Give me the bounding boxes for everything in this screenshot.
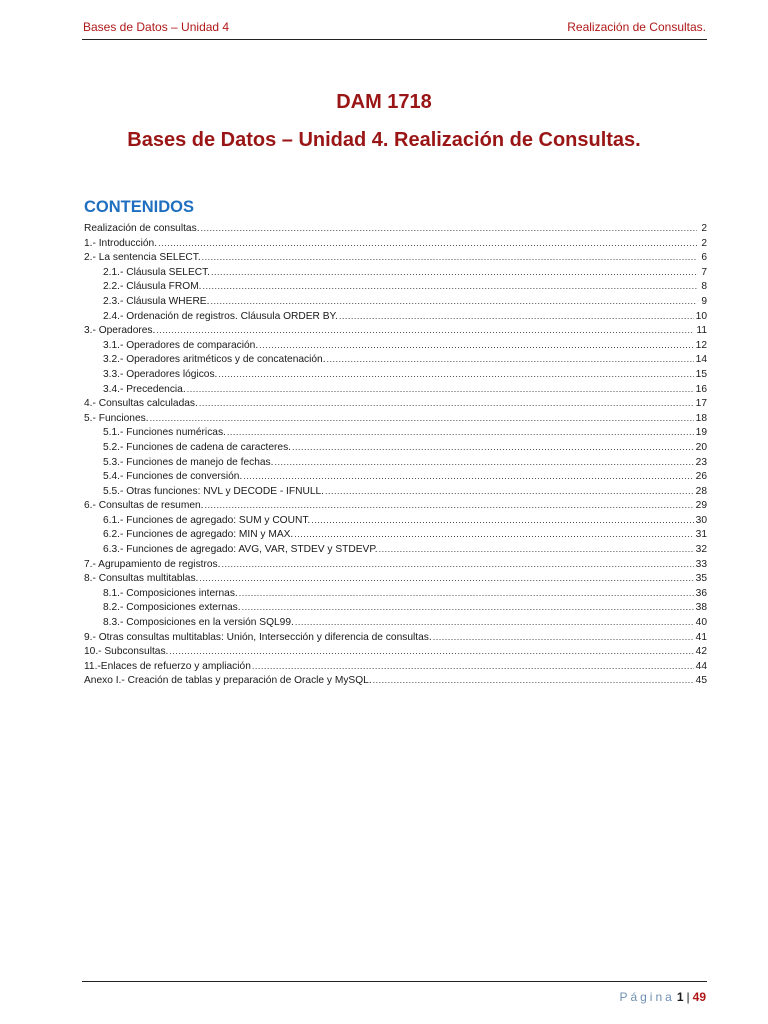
toc-entry[interactable]: [84, 352, 707, 367]
toc-entry-title: 11.-Enlaces de refuerzo y ampliación: [84, 660, 251, 672]
toc-entry-page: 23: [695, 456, 707, 468]
toc-dot-leader: [242, 600, 694, 615]
page-number: [619, 990, 706, 1004]
toc-entry-title: 5.5.- Otras funciones: NVL y DECODE - IFNULL.: [103, 485, 324, 497]
total-pages: 49: [692, 990, 706, 1004]
toc-entry[interactable]: [84, 382, 707, 397]
toc-entry[interactable]: [84, 250, 707, 265]
toc-entry[interactable]: [84, 411, 707, 426]
toc-entry-page: 9: [701, 295, 707, 307]
toc-entry[interactable]: [84, 279, 707, 294]
toc-dot-leader: [433, 630, 694, 645]
toc-dot-leader: [211, 265, 697, 280]
toc-entry-page: 14: [695, 354, 707, 366]
toc-entry[interactable]: [84, 557, 707, 572]
toc-entry-page: 7: [701, 266, 707, 278]
toc-entry-title: 2.2.- Cláusula FROM.: [103, 281, 202, 293]
toc-entry-title: 5.1.- Funciones numéricas.: [103, 427, 226, 439]
toc-dot-leader: [221, 557, 693, 572]
toc-dot-leader: [373, 673, 694, 688]
toc-dot-leader: [295, 615, 694, 630]
toc-entry-page: 36: [695, 587, 707, 599]
current-page-number: 1: [676, 990, 684, 1004]
page-word: Página: [619, 990, 675, 1004]
table-of-contents: [84, 221, 707, 688]
toc-entry-page: 2: [701, 223, 707, 234]
toc-entry[interactable]: [84, 338, 707, 353]
toc-entry-title: 8.- Consultas multitablas.: [84, 573, 199, 585]
toc-dot-leader: [243, 469, 693, 484]
toc-entry-page: 11: [696, 325, 707, 337]
toc-entry-page: 16: [695, 383, 707, 395]
toc-dot-leader: [158, 236, 697, 251]
toc-entry-title: 5.- Funciones.: [84, 412, 149, 424]
toc-entry-title: 5.4.- Funciones de conversión.: [103, 471, 243, 483]
toc-entry-page: 19: [695, 427, 707, 439]
toc-heading: CONTENIDOS: [84, 198, 195, 216]
toc-entry[interactable]: [84, 586, 707, 601]
toc-dot-leader: [199, 396, 694, 411]
toc-entry-title: 2.- La sentencia SELECT.: [84, 252, 201, 264]
title-block: [0, 88, 768, 154]
toc-entry-title: 4.- Consultas calculadas.: [84, 398, 198, 410]
page-footer: [82, 981, 707, 1004]
toc-dot-leader: [218, 367, 693, 382]
document-title: DAM 1718: [336, 91, 432, 113]
toc-dot-leader: [259, 338, 693, 353]
header-left-text: Bases de Datos – Unidad 4: [83, 20, 230, 34]
toc-entry[interactable]: [84, 659, 707, 674]
toc-entry-title: 3.2.- Operadores aritméticos y de concatenación.: [103, 354, 326, 366]
toc-dot-leader: [156, 323, 694, 338]
toc-entry-title: 8.2.- Composiciones externas.: [103, 602, 241, 614]
toc-dot-leader: [150, 411, 694, 426]
toc-dot-leader: [199, 571, 693, 586]
toc-entry[interactable]: [84, 425, 707, 440]
toc-dot-leader: [203, 279, 697, 294]
toc-dot-leader: [311, 513, 693, 528]
toc-entry[interactable]: [84, 309, 707, 324]
toc-entry-title: 6.- Consultas de resumen.: [84, 500, 204, 512]
toc-entry-title: 2.4.- Ordenación de registros. Cláusula ORDER BY.: [103, 310, 338, 322]
toc-dot-leader: [201, 221, 697, 236]
toc-entry-title: Anexo I.- Creación de tablas y preparación de Oracle y MySQL.: [84, 675, 372, 687]
toc-dot-leader: [252, 659, 694, 674]
toc-entry[interactable]: [84, 236, 707, 251]
toc-dot-leader: [187, 382, 694, 397]
toc-entry-page: 10: [695, 310, 707, 322]
toc-dot-leader: [227, 425, 694, 440]
toc-entry[interactable]: [84, 498, 707, 513]
toc-entry-page: 17: [695, 398, 707, 410]
toc-entry-title: 2.1.- Cláusula SELECT.: [103, 266, 211, 278]
header-right-text: Realización de Consultas.: [567, 20, 706, 34]
toc-entry-page: 44: [695, 660, 707, 672]
toc-entry-title: 9.- Otras consultas multitablas: Unión, Intersección y diferencia de consultas.: [84, 631, 432, 643]
toc-entry-title: 6.1.- Funciones de agregado: SUM y COUNT.: [103, 514, 311, 526]
toc-entry-title: 7.- Agrupamiento de registros.: [84, 558, 221, 570]
document-subtitle: Bases de Datos – Unidad 4. Realización de Consultas.: [127, 129, 641, 151]
toc-entry-title: 3.- Operadores.: [84, 325, 156, 337]
toc-entry-page: 2: [701, 237, 707, 249]
toc-entry-page: 18: [695, 412, 707, 424]
toc-dot-leader: [292, 440, 694, 455]
toc-dot-leader: [339, 309, 694, 324]
toc-entry-title: 5.2.- Funciones de cadena de caracteres.: [103, 441, 292, 453]
toc-entry-title: 6.3.- Funciones de agregado: AVG, VAR, STDEV y STDEVP.: [103, 544, 378, 556]
toc-entry-page: 20: [695, 441, 707, 453]
toc-entry-page: 12: [695, 339, 707, 351]
toc-entry[interactable]: [84, 615, 707, 630]
toc-entry[interactable]: [84, 630, 707, 645]
toc-entry[interactable]: [84, 513, 707, 528]
toc-entry-page: 30: [695, 514, 707, 526]
toc-entry[interactable]: [84, 673, 707, 688]
page-header: [82, 19, 707, 40]
toc-entry-page: 6: [701, 252, 707, 264]
toc-dot-leader: [239, 586, 694, 601]
toc-dot-leader: [210, 294, 697, 309]
page-separator: |: [686, 990, 690, 1004]
toc-entry[interactable]: [84, 221, 707, 236]
toc-dot-leader: [204, 498, 693, 513]
toc-dot-leader: [169, 644, 693, 659]
toc-entry-title: 5.3.- Funciones de manejo de fechas.: [103, 456, 274, 468]
toc-entry-title: 10.- Subconsultas.: [84, 646, 169, 658]
toc-dot-leader: [327, 352, 694, 367]
toc-entry[interactable]: [84, 484, 707, 499]
toc-entry-page: 8: [701, 281, 707, 293]
toc-entry-page: 33: [695, 558, 707, 570]
toc-entry-page: 31: [695, 529, 707, 541]
toc-entry-page: 35: [695, 573, 707, 585]
toc-entry-page: 42: [695, 646, 707, 658]
toc-entry[interactable]: [84, 265, 707, 280]
toc-entry-page: 40: [695, 617, 707, 629]
toc-dot-leader: [379, 542, 694, 557]
toc-entry[interactable]: [84, 600, 707, 615]
toc-entry-title: 1.- Introducción.: [84, 237, 158, 249]
toc-entry[interactable]: [84, 644, 707, 659]
toc-entry[interactable]: [84, 527, 707, 542]
toc-dot-leader: [294, 527, 693, 542]
toc-dot-leader: [325, 484, 694, 499]
toc-dot-leader: [202, 250, 697, 265]
toc-entry[interactable]: [84, 294, 707, 309]
toc-entry-title: 3.3.- Operadores lógicos.: [103, 368, 218, 380]
toc-entry-page: 45: [695, 675, 707, 687]
toc-entry-page: 38: [695, 602, 707, 614]
toc-entry-title: 8.3.- Composiciones en la versión SQL99.: [103, 617, 294, 629]
toc-entry[interactable]: [84, 396, 707, 411]
toc-entry-page: 15: [695, 368, 707, 380]
toc-entry-title: 2.3.- Cláusula WHERE.: [103, 295, 210, 307]
toc-entry[interactable]: [84, 455, 707, 470]
toc-entry[interactable]: [84, 542, 707, 557]
toc-entry-title: Realización de consultas.: [84, 223, 200, 234]
toc-entry-title: 8.1.- Composiciones internas.: [103, 587, 238, 599]
toc-entry-title: 6.2.- Funciones de agregado: MIN y MAX.: [103, 529, 294, 541]
toc-dot-leader: [274, 455, 693, 470]
toc-entry-page: 29: [695, 500, 707, 512]
toc-entry-title: 3.4.- Precedencia.: [103, 383, 186, 395]
toc-entry[interactable]: [84, 440, 707, 455]
toc-entry-page: 41: [695, 631, 707, 643]
toc-entry[interactable]: [84, 469, 707, 484]
toc-entry[interactable]: [84, 323, 707, 338]
toc-entry-page: 32: [695, 544, 707, 556]
toc-entry[interactable]: [84, 571, 707, 586]
toc-entry-title: 3.1.- Operadores de comparación.: [103, 339, 259, 351]
toc-entry[interactable]: [84, 367, 707, 382]
toc-entry-page: 28: [695, 485, 707, 497]
toc-entry-page: 26: [695, 471, 707, 483]
